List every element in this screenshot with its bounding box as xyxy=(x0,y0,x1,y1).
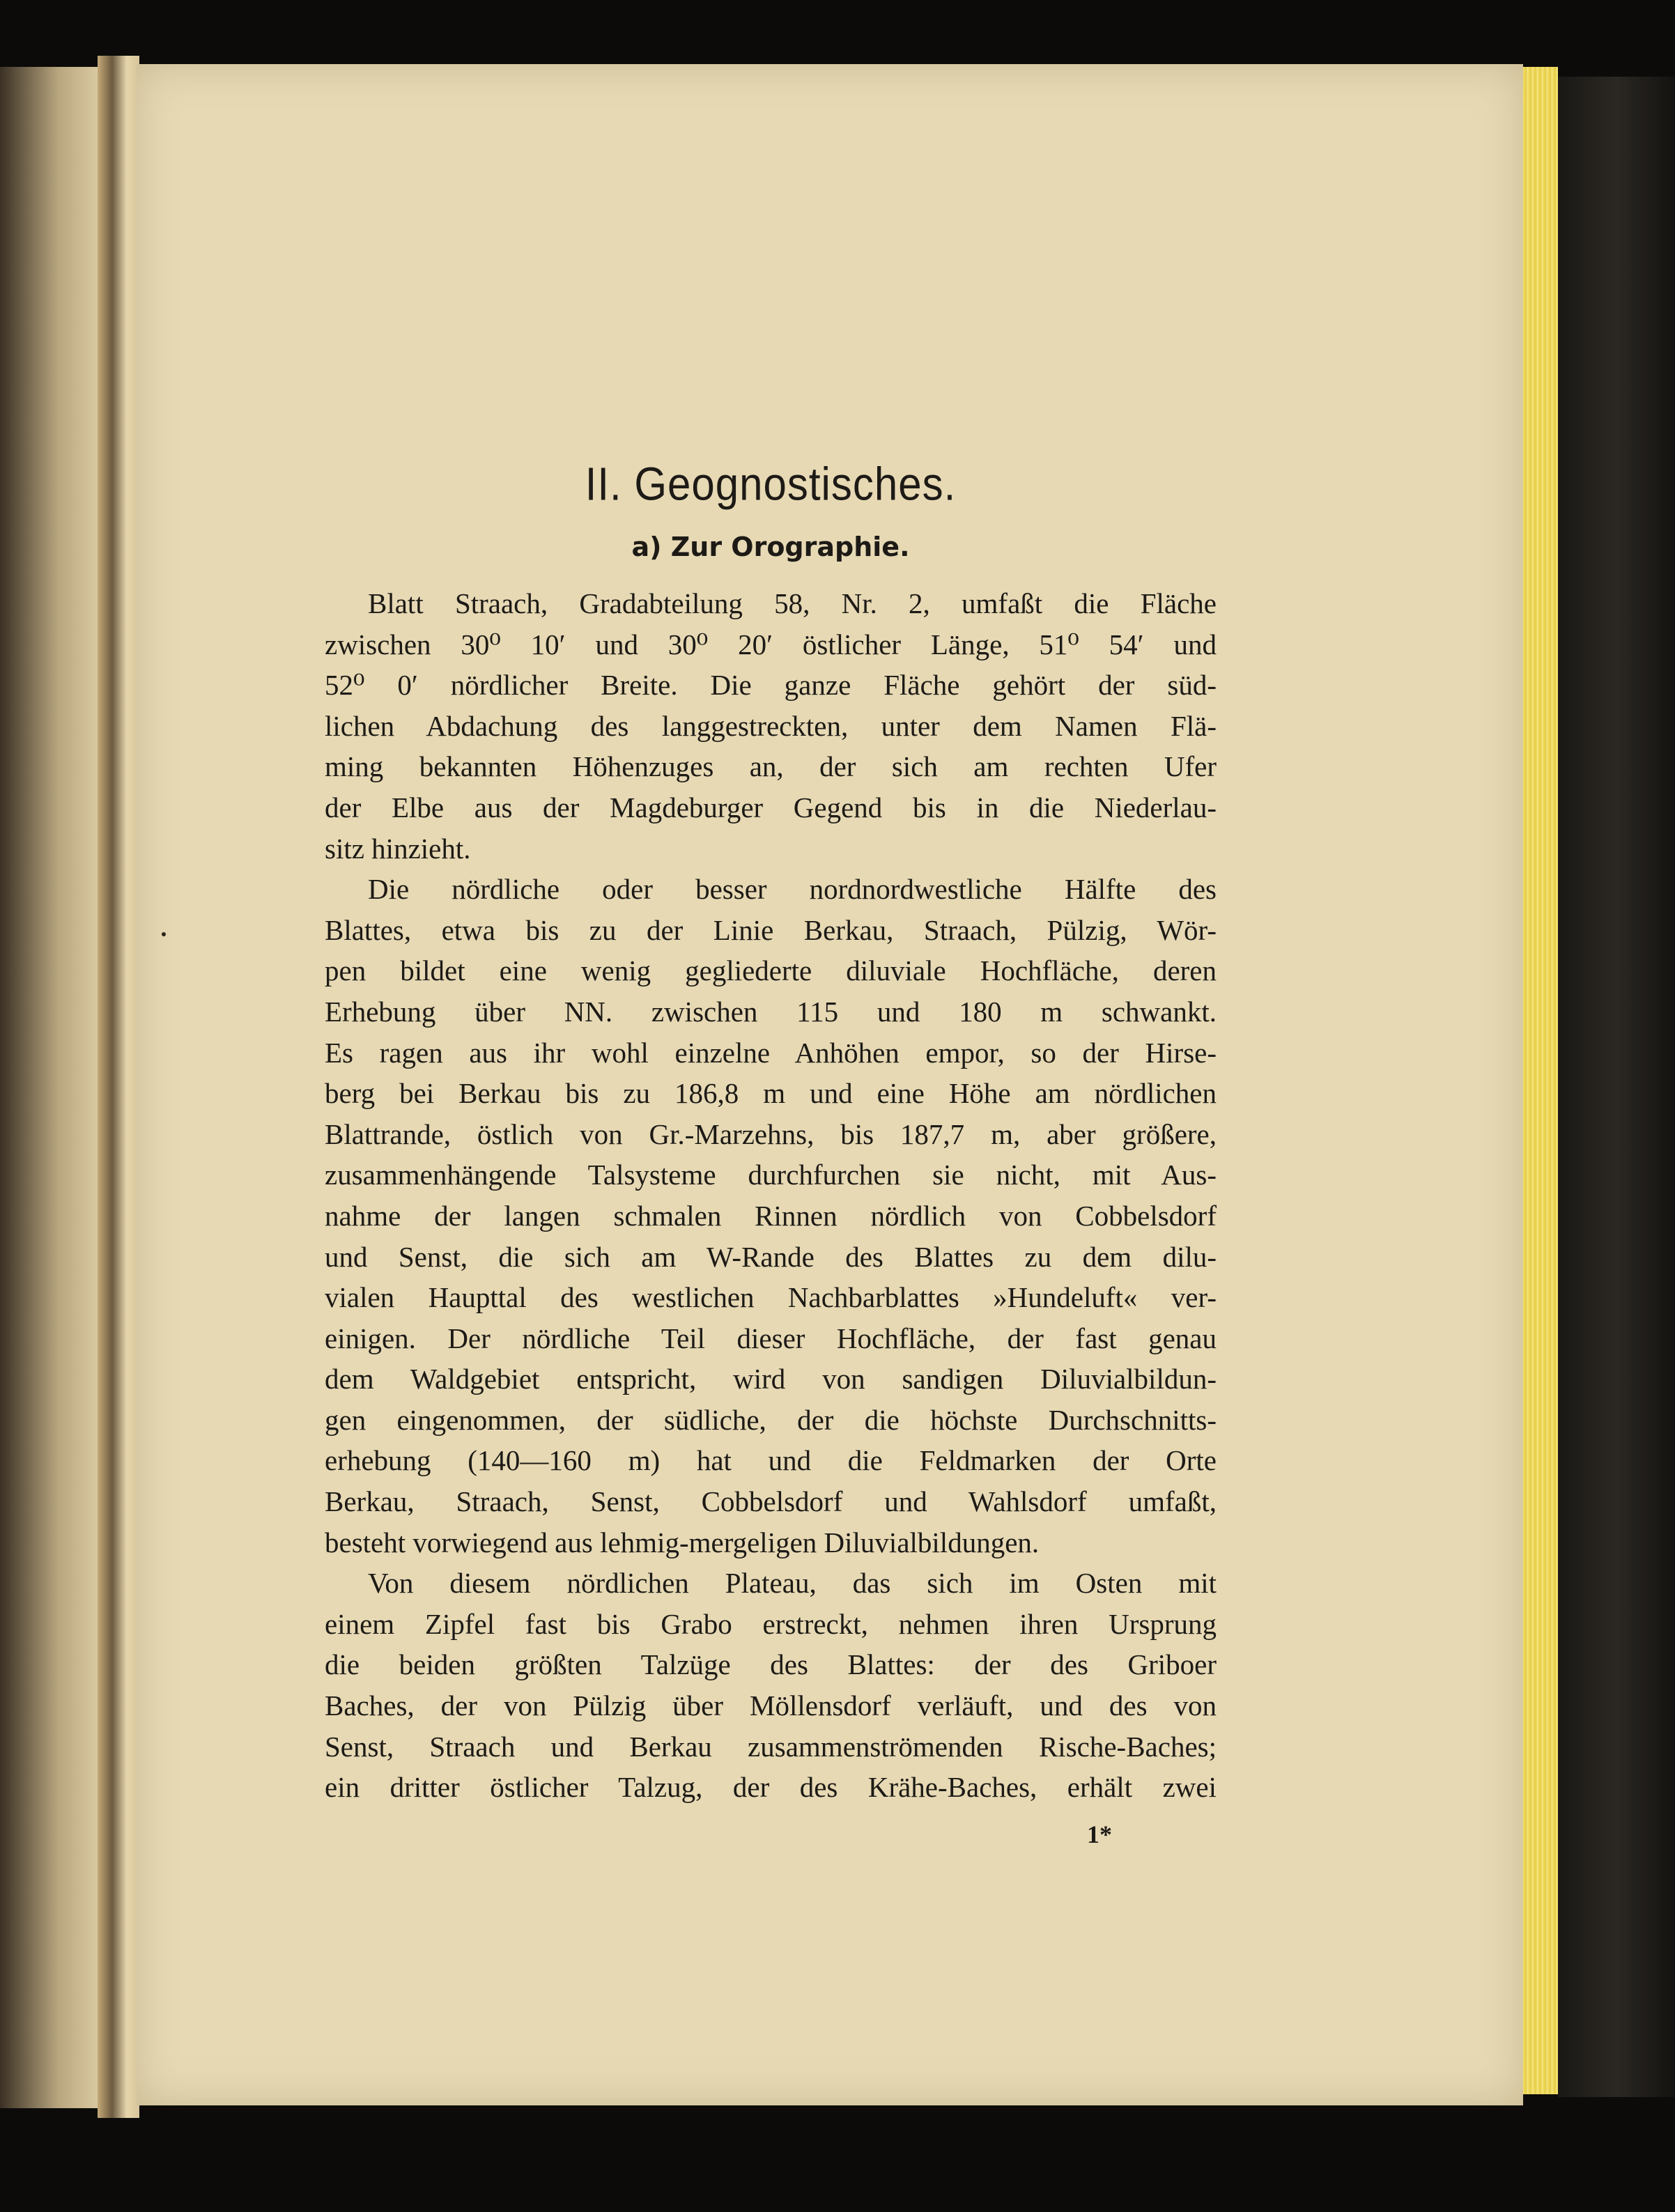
page-edges xyxy=(1523,67,1558,2094)
book-binding xyxy=(1558,77,1675,2097)
paragraph-3 xyxy=(325,1563,1217,1808)
book-gutter xyxy=(98,56,139,2118)
page-content xyxy=(325,457,1217,1808)
text-line: sitz hinzieht. xyxy=(325,832,471,865)
text-line: lichen Abdachung des langgestreckten, unter dem Namen Flä- xyxy=(325,709,1217,742)
text-line: Die nördliche oder besser nordnordwestliche Hälfte des xyxy=(368,873,1217,906)
text-line: dem Waldgebiet entspricht, wird von sandigen Diluvialbildun- xyxy=(325,1363,1217,1395)
paragraph-1 xyxy=(325,583,1217,869)
text-line: Blattes, etwa bis zu der Linie Berkau, Straach, Pülzig, Wör- xyxy=(325,913,1217,946)
text-line: einem Zipfel fast bis Grabo erstreckt, nehmen ihren Ursprung xyxy=(325,1607,1217,1640)
text-line: vialen Haupttal des westlichen Nachbarblattes »Hundeluft« ver- xyxy=(325,1281,1217,1314)
text-line: zwischen 30⁰ 10′ und 30⁰ 20′ östlicher Länge, 51⁰ 54′ und xyxy=(325,628,1217,660)
left-facing-page-edge xyxy=(0,67,98,2108)
text-line: einigen. Der nördliche Teil dieser Hochfläche, der fast genau xyxy=(325,1322,1217,1354)
chapter-title: II. Geognostisches. xyxy=(585,457,957,511)
speck xyxy=(162,932,166,936)
text-line: ming bekannten Höhenzuges an, der sich am rechten Ufer xyxy=(325,750,1217,783)
text-line: ein dritter östlicher Talzug, der des Krähe-Baches, erhält zwei xyxy=(325,1771,1217,1804)
text-line: gen eingenommen, der südliche, der die höchste Durchschnitts- xyxy=(325,1403,1217,1436)
text-line: Baches, der von Pülzig über Möllensdorf verläuft, und des von xyxy=(325,1689,1217,1722)
text-line: Erhebung über NN. zwischen 115 und 180 m schwankt. xyxy=(325,995,1217,1028)
section-title: a) Zur Orographie. xyxy=(631,532,910,562)
text-line: berg bei Berkau bis zu 186,8 m und eine Höhe am nördlichen xyxy=(325,1077,1217,1110)
text-line: erhebung (140—160 m) hat und die Feldmarken der Orte xyxy=(325,1444,1217,1477)
text-line: Es ragen aus ihr wohl einzelne Anhöhen empor, so der Hirse- xyxy=(325,1036,1217,1069)
text-line: Senst, Straach und Berkau zusammenströmenden Rische-Baches; xyxy=(325,1730,1217,1763)
text-line: Berkau, Straach, Senst, Cobbelsdorf und Wahlsdorf umfaßt, xyxy=(325,1485,1217,1518)
text-line: Blattrande, östlich von Gr.-Marzehns, bis 187,7 m, aber größere, xyxy=(325,1117,1217,1150)
text-line: Von diesem nördlichen Plateau, das sich im Osten mit xyxy=(368,1567,1217,1600)
text-line: Blatt Straach, Gradabteilung 58, Nr. 2, umfaßt die Fläche xyxy=(368,587,1217,619)
text-line: nahme der langen schmalen Rinnen nördlich von Cobbelsdorf xyxy=(325,1199,1217,1232)
text-line: die beiden größten Talzüge des Blattes: der des Griboer xyxy=(325,1648,1217,1681)
paragraph-2 xyxy=(325,869,1217,1563)
text-line: zusammenhängende Talsysteme durchfurchen sie nicht, mit Aus- xyxy=(325,1159,1217,1191)
text-line: 52⁰ 0′ nördlicher Breite. Die ganze Fläche gehört der süd- xyxy=(325,669,1217,702)
signature-mark: 1* xyxy=(1087,1820,1112,1848)
text-line: und Senst, die sich am W-Rande des Blattes zu dem dilu- xyxy=(325,1240,1217,1273)
text-line: besteht vorwiegend aus lehmig-mergeligen Diluvialbildungen. xyxy=(325,1526,1040,1559)
text-line: pen bildet eine wenig gegliederte diluviale Hochfläche, deren xyxy=(325,954,1217,987)
text-line: der Elbe aus der Magdeburger Gegend bis in die Niederlau- xyxy=(325,791,1217,823)
